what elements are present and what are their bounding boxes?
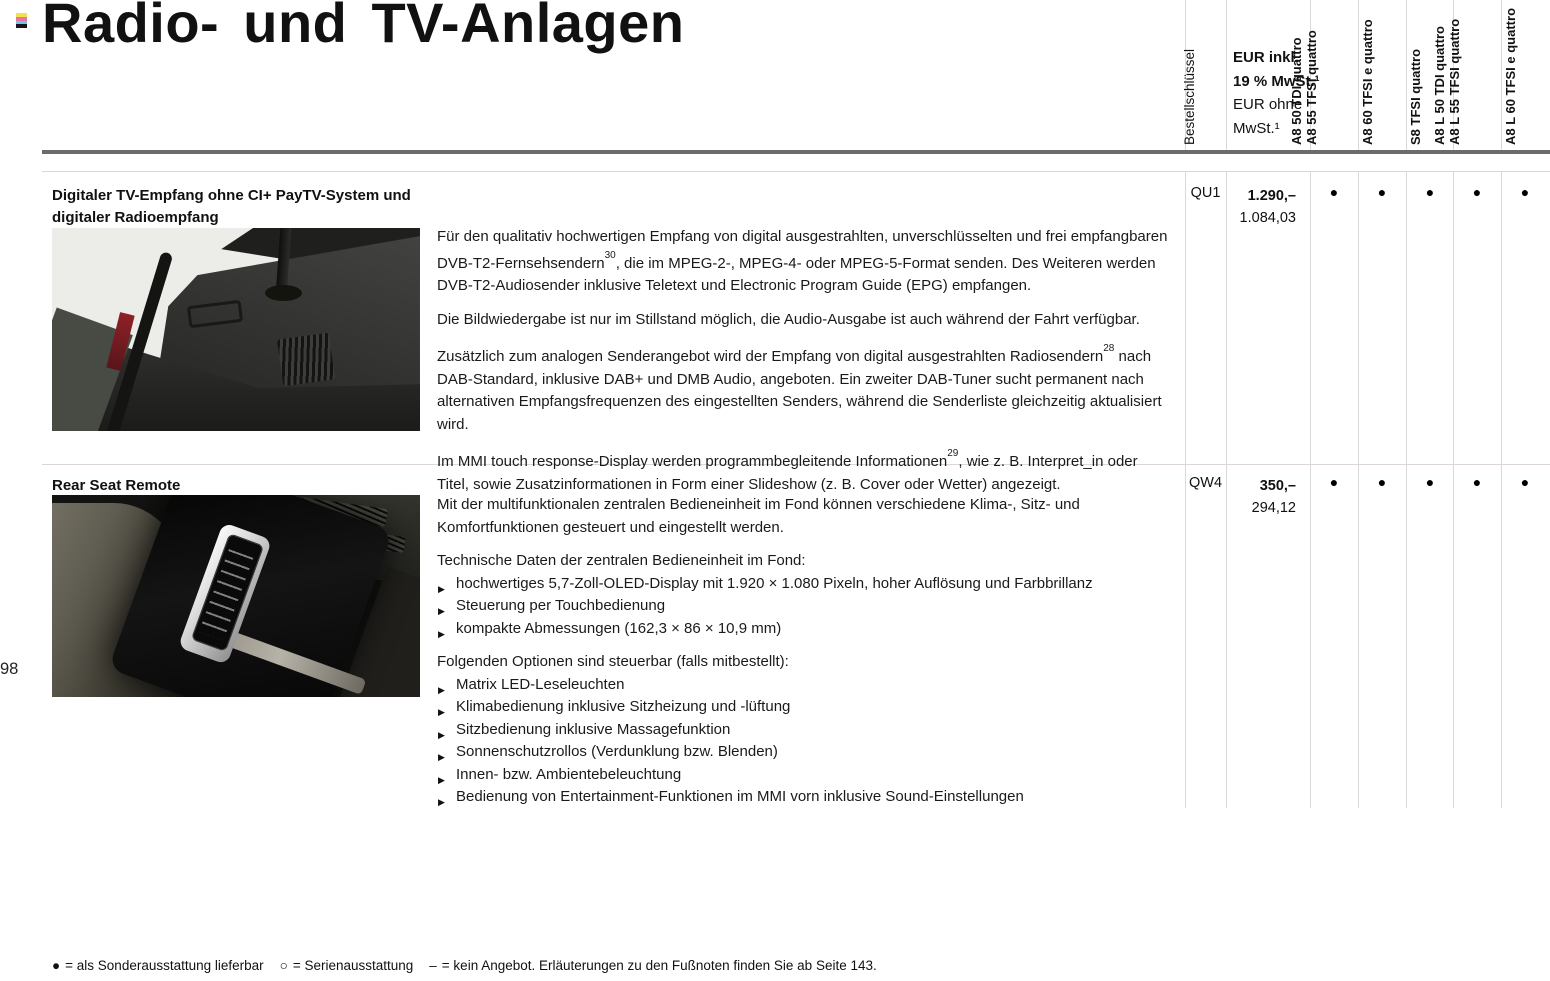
order-code: QU1 <box>1190 185 1221 201</box>
bullet-item <box>437 696 1173 719</box>
option-title: Rear Seat Remote <box>52 477 181 494</box>
description-paragraph: Folgenden Optionen sind steuerbar (falls mitbestellt): <box>437 653 789 670</box>
bullet-icon: ▶ <box>438 606 445 616</box>
bullet-text: hochwertiges 5,7-Zoll-OLED-Display mit 1.920 × 1.080 Pixeln, hoher Auflösung und Farbbrillanz <box>456 574 1093 592</box>
legend-text: = als Sonderausstattung lieferbar <box>65 958 264 973</box>
bullet-icon: ▶ <box>438 684 445 695</box>
column-divider <box>1406 0 1407 150</box>
bullet-text: kompakte Abmessungen (162,3 × 86 × 10,9 mm) <box>456 619 782 637</box>
description-paragraph: Die Bildwiedergabe ist nur im Stillstand möglich, die Audio-Ausgabe ist auch während der Fahrt verfügbar. <box>437 310 1140 328</box>
legend-symbol: ● <box>52 958 61 973</box>
bullet-icon: ▶ <box>438 752 445 762</box>
availability-dots <box>0 185 1550 215</box>
description-paragraph: Im MMI touch response-Display werden programmbegleitende Informationen$^{29}$, wie z. B. Interpret_in oder Titel, sowie Zusatzinformationen in Form einer Slideshow (z. B. Cover oder Wetter) angezeigt. <box>437 448 1138 493</box>
model-name: A8 55 TFSI quattro <box>1304 30 1319 145</box>
bullet-icon: ▶ <box>438 774 445 785</box>
price-header-line: 19 % MwSt.¹ <box>1233 72 1320 90</box>
bullet-text: Sonnenschutzrollos (Verdunklung bzw. Blenden) <box>456 743 778 760</box>
description-paragraph: Zusätzlich zum analogen Senderangebot wird der Empfang von digital ausgestrahlten Radiosendern$^{28}$ nach DAB-Standard, inklusive DAB+ und DMB Audio, angeboten. Ein zweiter DAB-Tuner sucht permanent nach alternativen Empfangsfrequenzen des eingestellten Senders, während die Senderliste gleichzeitig aktualisiert wird. <box>437 343 1162 433</box>
column-header-model <box>1432 19 1462 145</box>
bullet-icon: ▶ <box>438 628 445 639</box>
bullet-icon: ▶ <box>438 729 445 740</box>
column-header-model <box>1408 49 1423 145</box>
price-header-line: EUR ohne <box>1233 96 1303 113</box>
trunk-dab-antenna-image <box>52 228 420 431</box>
column-header-model <box>1503 8 1518 145</box>
column-header-model <box>1289 30 1319 145</box>
print-color-mark <box>16 13 27 28</box>
price-incl-vat: 1.290,– <box>1247 188 1296 204</box>
price-excl-vat: 1.084,03 <box>1239 210 1296 226</box>
option-title: Digitaler TV-Empfang ohne CI+ PayTV-System und digitaler Radioempfang <box>52 187 411 226</box>
bullet-item <box>437 573 1173 596</box>
availability-dot: ● <box>1377 474 1387 490</box>
bullet-text: Klimabedienung inklusive Sitzheizung und -lüftung <box>456 698 791 715</box>
availability-dots <box>0 475 1550 505</box>
legend-item <box>429 958 876 973</box>
description-paragraph: Mit der multifunktionalen zentralen Bedieneinheit im Fond können verschiedene Klima-, Sitz- und Komfortfunktionen gesteuert und eingestellt werden. <box>437 496 1080 536</box>
legend-item <box>52 958 264 973</box>
bullet-icon: ▶ <box>438 707 445 717</box>
availability-dot: ● <box>1329 474 1339 490</box>
bullet-text: Innen- bzw. Ambientebeleuchtung <box>456 765 682 783</box>
bullet-text: Sitzbedienung inklusive Massagefunktion <box>456 720 731 738</box>
rear-seat-remote-image <box>52 495 420 697</box>
legend-symbol: – <box>429 958 437 973</box>
table-row <box>0 465 1550 810</box>
bullet-item <box>437 595 1173 618</box>
legend-text: = Serienausstattung <box>292 958 414 973</box>
availability-dot: ● <box>1329 184 1339 200</box>
column-header-order-code: Bestellschlüssel <box>1182 48 1197 145</box>
availability-dot: ● <box>1520 184 1530 200</box>
column-divider <box>1226 0 1227 150</box>
bullet-item <box>437 764 1173 787</box>
bullet-item <box>437 674 1173 697</box>
price-incl-vat: 350,– <box>1259 478 1296 494</box>
legend-item <box>280 958 414 973</box>
color-bar-black <box>16 24 27 28</box>
header-rule <box>42 150 1550 154</box>
bullet-item <box>437 786 1173 809</box>
model-name: A8 L 50 TDI quattro <box>1432 26 1447 145</box>
availability-dot: ● <box>1377 184 1387 200</box>
column-divider <box>1501 0 1502 150</box>
bullet-item <box>437 618 1173 641</box>
legend-symbol: ○ <box>279 958 288 973</box>
model-name: A8 50 TDI quattro <box>1289 37 1304 145</box>
column-header-model <box>1360 19 1375 145</box>
bullet-item <box>437 741 1173 764</box>
model-name: A8 L 55 TFSI quattro <box>1447 18 1462 145</box>
availability-dot: ● <box>1425 184 1435 200</box>
model-name: S8 TFSI quattro <box>1407 48 1423 145</box>
order-code: QW4 <box>1188 475 1223 491</box>
column-divider <box>1358 0 1359 150</box>
page-number: 98 <box>0 660 19 678</box>
legend-text: = kein Angebot. Erläuterungen zu den Fußnoten finden Sie ab Seite 143. <box>441 958 877 973</box>
description-paragraph: Technische Daten der zentralen Bedieneinheit im Fond: <box>437 552 806 569</box>
page-title: Radio- und TV-Anlagen <box>42 0 685 54</box>
model-name: A8 L 60 TFSI e quattro <box>1502 7 1518 145</box>
bullet-icon: ▶ <box>438 583 445 594</box>
bullet-item <box>437 719 1173 742</box>
bullet-icon: ▶ <box>438 797 445 807</box>
availability-dot: ● <box>1425 474 1435 490</box>
legend <box>52 958 893 973</box>
price-header-line: EUR inkl. <box>1233 49 1299 66</box>
availability-dot: ● <box>1520 474 1530 490</box>
option-description <box>437 494 1173 809</box>
model-name: A8 60 TFSI e quattro <box>1359 19 1375 145</box>
bullet-text: Steuerung per Touchbedienung <box>456 597 666 614</box>
bullet-text: Matrix LED-Leseleuchten <box>456 675 625 693</box>
price-excl-vat: 294,12 <box>1251 500 1296 516</box>
bullet-text: Bedienung von Entertainment-Funktionen im MMI vorn inklusive Sound-Einstellungen <box>456 788 1024 805</box>
availability-dot: ● <box>1472 184 1482 200</box>
availability-dot: ● <box>1472 474 1482 490</box>
option-description <box>437 226 1173 496</box>
price-header-line: MwSt.¹ <box>1233 119 1280 137</box>
description-paragraph: Für den qualitativ hochwertigen Empfang von digital ausgestrahlten, unverschlüsselten und frei empfangbaren DVB-T2-Fernsehsendern$^{30}$, die im MPEG-2-, MPEG-4- oder MPEG-5-Format senden. Des Weiteren werden DVB-T2-Audiosender inklusive Teletext und Electronic Program Guide (EPG) empfangen. <box>437 228 1168 294</box>
